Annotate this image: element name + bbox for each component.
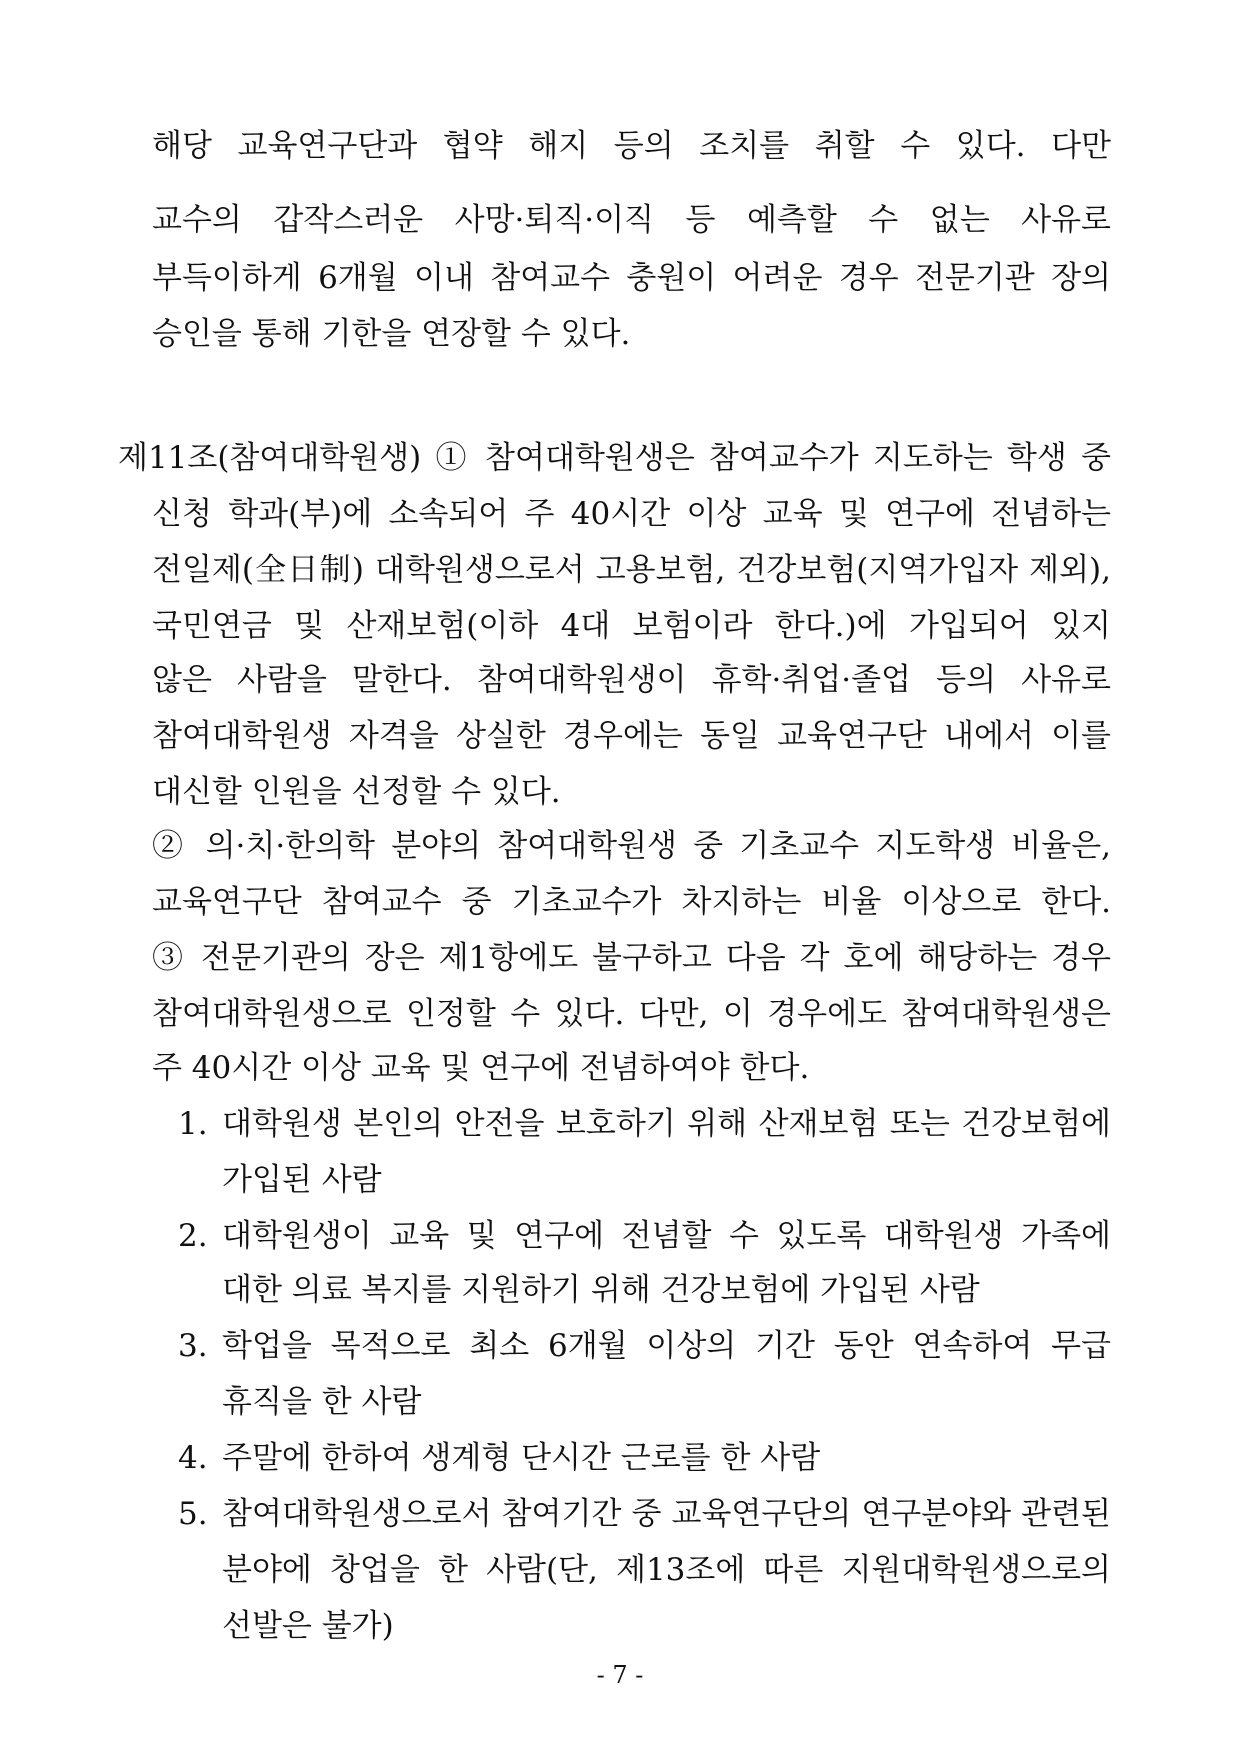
article11-line-5: 않은 사람을 말한다. 참여대학원생이 휴학·취업·졸업 등의 사유로 [152, 662, 1111, 698]
item-1-line-1: 대학원생 본인의 안전을 보호하기 위해 산재보험 또는 건강보험에 [222, 1106, 1111, 1142]
continuation-line-4: 승인을 통해 기한을 연장할 수 있다. [152, 316, 631, 352]
continuation-line-2: 교수의 갑작스러운 사망·퇴직·이직 등 예측할 수 없는 사유로 [152, 202, 1111, 238]
item-2-line-1: 대학원생이 교육 및 연구에 전념할 수 있도록 대학원생 가족에 [222, 1218, 1111, 1254]
paragraph3-line-3: 주 40시간 이상 교육 및 연구에 전념하여야 한다. [152, 1050, 810, 1086]
item-5-line-1: 참여대학원생으로서 참여기간 중 교육연구단의 연구분야와 관련된 [222, 1496, 1111, 1532]
paragraph2-line-1: ② 의·치·한의학 분야의 참여대학원생 중 기초교수 지도학생 비율은, [152, 828, 1111, 864]
item-2-line-2: 대한 의료 복지를 지원하기 위해 건강보험에 가입된 사람 [222, 1272, 980, 1308]
article11-line-3: 전일제(全日制) 대학원생으로서 고용보험, 건강보험(지역가입자 제외), [152, 552, 1111, 588]
item-1-number: 1. [178, 1106, 208, 1142]
article11-line-6: 참여대학원생 자격을 상실한 경우에는 동일 교육연구단 내에서 이를 [152, 718, 1111, 754]
item-3-number: 3. [178, 1328, 208, 1364]
article11-line-1: 제11조(참여대학원생) ① 참여대학원생은 참여교수가 지도하는 학생 중 [118, 440, 1111, 476]
item-4-line-1: 주말에 한하여 생계형 단시간 근로를 한 사람 [222, 1440, 821, 1476]
item-3-line-1: 학업을 목적으로 최소 6개월 이상의 기간 동안 연속하여 무급 [222, 1328, 1111, 1364]
article11-line-4: 국민연금 및 산재보험(이하 4대 보험이라 한다.)에 가입되어 있지 [152, 608, 1111, 644]
item-2-number: 2. [178, 1218, 208, 1254]
paragraph3-line-1: ③ 전문기관의 장은 제1항에도 불구하고 다음 각 호에 해당하는 경우 [152, 940, 1111, 976]
item-3-line-2: 휴직을 한 사람 [222, 1384, 422, 1420]
article11-line-7: 대신할 인원을 선정할 수 있다. [152, 774, 561, 810]
paragraph2-line-2: 교육연구단 참여교수 중 기초교수가 차지하는 비율 이상으로 한다. [152, 884, 1111, 920]
item-5-number: 5. [178, 1496, 208, 1532]
page-number: - 7 - [596, 1661, 644, 1689]
item-4-number: 4. [178, 1440, 208, 1476]
paragraph3-line-2: 참여대학원생으로 인정할 수 있다. 다만, 이 경우에도 참여대학원생은 [152, 996, 1111, 1032]
item-1-line-2: 가입된 사람 [222, 1162, 382, 1198]
article11-line-2: 신청 학과(부)에 소속되어 주 40시간 이상 교육 및 연구에 전념하는 [152, 496, 1111, 532]
continuation-line-3: 부득이하게 6개월 이내 참여교수 충원이 어려운 경우 전문기관 장의 [152, 260, 1111, 296]
item-5-line-2: 분야에 창업을 한 사람(단, 제13조에 따른 지원대학원생으로의 [222, 1552, 1111, 1588]
item-5-line-3: 선발은 불가) [222, 1608, 394, 1644]
continuation-line-1: 해당 교육연구단과 협약 해지 등의 조치를 취할 수 있다. 다만 [152, 128, 1111, 164]
